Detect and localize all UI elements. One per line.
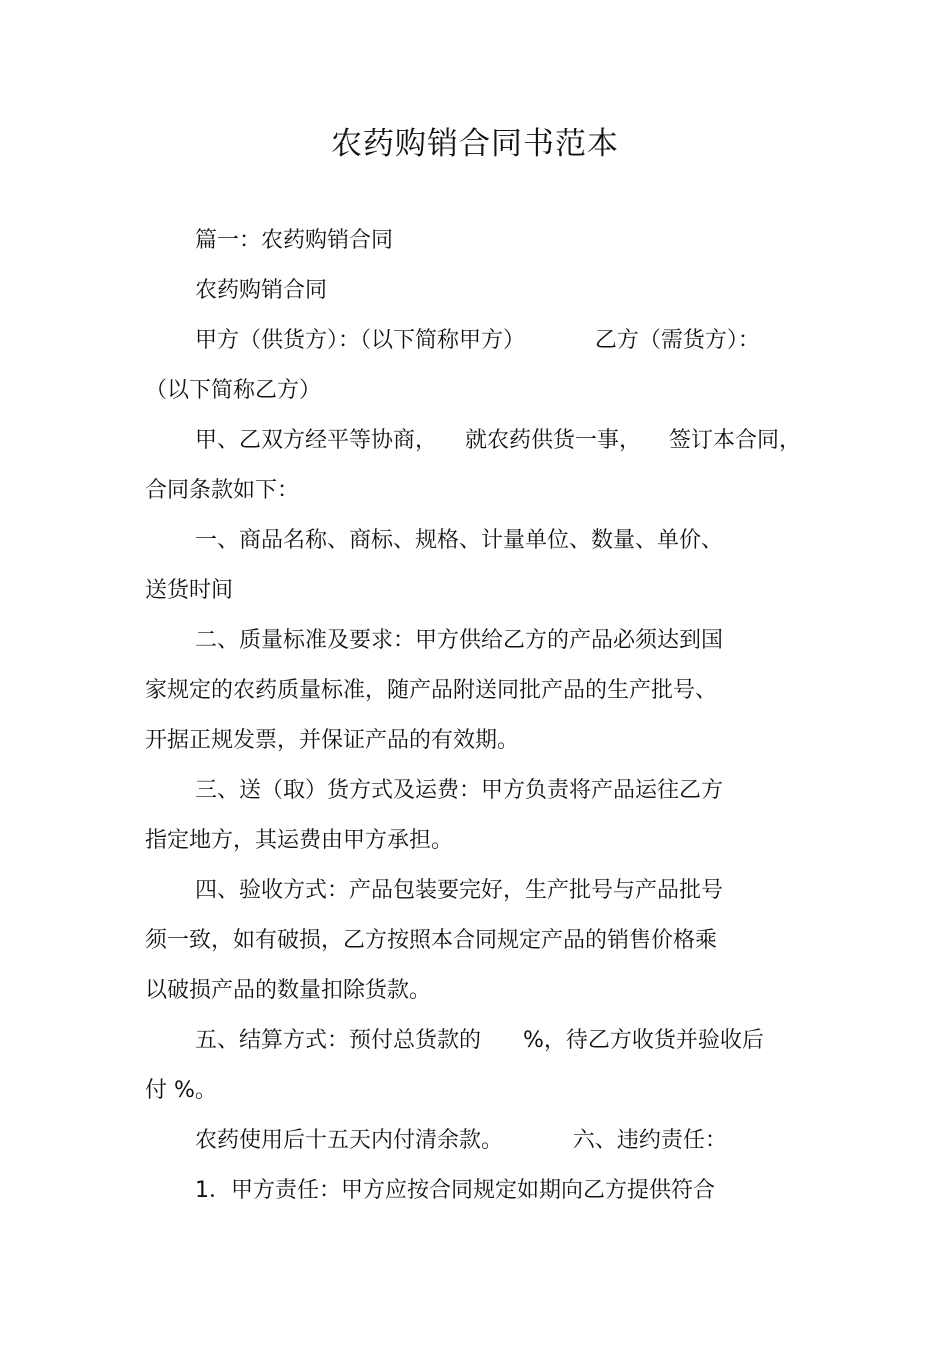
clause-5: 五、结算方式：预付总货款的 %，待乙方收货并验收后: [195, 1028, 764, 1053]
clause-2-cont-2: 开据正规发票，并保证产品的有效期。: [145, 728, 520, 753]
clause-5-final-and-6-heading: 农药使用后十五天内付清余款。 六、违约责任：: [195, 1128, 727, 1153]
clause-1-cont: 送货时间: [145, 578, 234, 603]
clause-5-cont: 付 %。: [145, 1078, 217, 1103]
document-title: 农药购销合同书范本: [331, 126, 619, 162]
intro-paragraph: 甲、乙双方经平等协商， 就农药供货一事， 签订本合同，: [195, 428, 801, 453]
clause-4: 四、验收方式：产品包装要完好，生产批号与产品批号: [195, 878, 724, 903]
clause-3-cont: 指定地方，其运费由甲方承担。: [145, 828, 454, 853]
clause-2-cont-1: 家规定的农药质量标准，随产品附送同批产品的生产批号、: [145, 678, 718, 703]
clause-4-cont-2: 以破损产品的数量扣除货款。: [145, 978, 432, 1003]
parties-line: 甲方（供货方）：（以下简称甲方） 乙方（需货方）：: [195, 328, 760, 353]
intro-paragraph-cont: 合同条款如下：: [145, 478, 300, 503]
clause-4-cont-1: 须一致，如有破损，乙方按照本合同规定产品的销售价格乘: [145, 928, 718, 953]
contract-subtitle: 农药购销合同: [195, 278, 328, 303]
section-heading-1: 篇一：农药购销合同: [195, 228, 394, 253]
clause-2: 二、质量标准及要求：甲方供给乙方的产品必须达到国: [195, 628, 724, 653]
clause-6-item-1: 1．甲方责任：甲方应按合同规定如期向乙方提供符合: [195, 1178, 715, 1203]
clause-1: 一、商品名称、商标、规格、计量单位、数量、单价、: [195, 528, 724, 553]
parties-line-cont: （以下简称乙方）: [145, 378, 322, 403]
clause-3: 三、送（取）货方式及运费：甲方负责将产品运往乙方: [195, 778, 724, 803]
